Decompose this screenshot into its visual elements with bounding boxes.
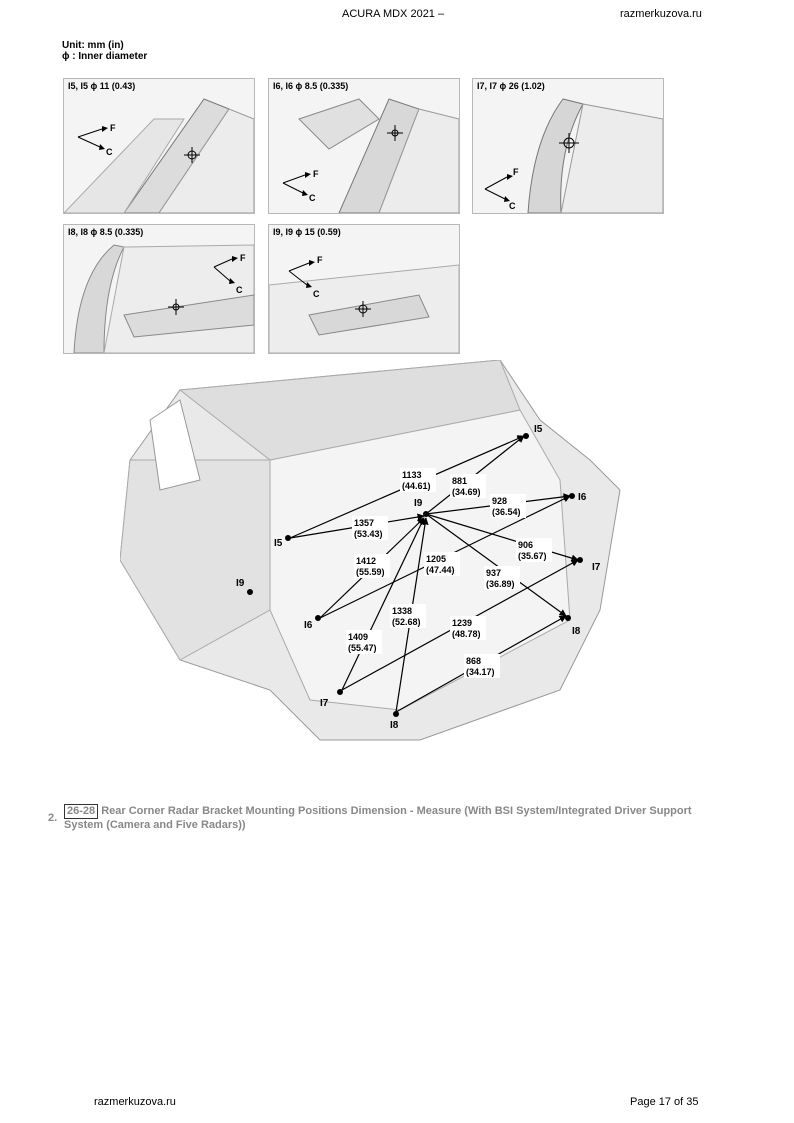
dimension-mm: 937: [486, 568, 502, 578]
point-label-i5-left: I5: [274, 538, 283, 549]
point-label-i6-left: I6: [304, 620, 313, 631]
dimension-mm: 1409: [348, 632, 369, 642]
dimension-in: (55.47): [348, 643, 377, 653]
dimension-in: (36.54): [492, 507, 521, 517]
diameter-legend: ϕ : Inner diameter: [62, 51, 148, 62]
detail-panel-i5: [63, 78, 255, 214]
step-code-link[interactable]: 26-28: [64, 804, 98, 819]
point-i5-left-marker: [285, 535, 291, 541]
step-number: 2.: [48, 812, 58, 824]
dimension-mm: 1338: [392, 606, 413, 616]
dimension-mm: 868: [466, 656, 482, 666]
panel-caption: I5, I5 ϕ 11 (0.43): [68, 81, 136, 91]
point-i5-marker: [523, 433, 529, 439]
dimension-in: (55.59): [356, 567, 385, 577]
axis-f-label: F: [240, 253, 246, 263]
dimension-mm: 1133: [402, 470, 422, 480]
point-i6-marker: [569, 493, 575, 499]
axis-f-label: F: [513, 167, 519, 177]
point-i7-marker: [577, 557, 583, 563]
point-i6-left-marker: [315, 615, 321, 621]
point-label-i6: I6: [578, 492, 587, 503]
panel-caption: I8, I8 ϕ 8.5 (0.335): [68, 227, 144, 237]
detail-panel-i6: [268, 78, 460, 214]
dimension-mm: 881: [452, 476, 468, 486]
point-label-i9-left: I9: [236, 578, 245, 589]
panel-caption: I6, I6 ϕ 8.5 (0.335): [273, 81, 349, 91]
dimension-in: (34.69): [452, 487, 481, 497]
header-site: razmerkuzova.ru: [620, 8, 702, 20]
point-label-i7-left: I7: [320, 698, 329, 709]
dimension-in: (44.61): [402, 481, 431, 491]
detail-illustration: [64, 79, 254, 213]
panel-caption: I7, I7 ϕ 26 (1.02): [477, 81, 545, 91]
dimension-in: (35.67): [518, 551, 547, 561]
detail-panel-i7: [472, 78, 664, 214]
axis-c-label: C: [313, 289, 320, 299]
axis-f-label: F: [110, 123, 116, 133]
dimension-mm: 1412: [356, 556, 377, 566]
point-label-i7: I7: [592, 562, 601, 573]
point-label-i5: I5: [534, 424, 543, 435]
detail-panel-i8: [63, 224, 255, 354]
axis-f-label: F: [317, 255, 323, 265]
detail-illustration: [473, 79, 663, 213]
dimension-in: (34.17): [466, 667, 495, 677]
point-i7-left-marker: [337, 689, 343, 695]
unit-legend: [62, 40, 147, 62]
dimension-mm: 1239: [452, 618, 473, 628]
unit-line: Unit: mm (in): [62, 40, 124, 51]
point-i9-marker: [423, 511, 429, 517]
dimension-mm: 1357: [354, 518, 375, 528]
panel-caption: I9, I9 ϕ 15 (0.59): [273, 227, 341, 237]
point-i8-left-marker: [393, 711, 399, 717]
step-title: Rear Corner Radar Bracket Mounting Positions Dimension - Measure (With BSI System/Integrated Driver Support System (Camera and Five Radars)): [64, 805, 692, 831]
rear-body-dimension-diagram: [120, 360, 640, 770]
point-label-i9: I9: [414, 498, 423, 509]
point-label-i8-left: I8: [390, 720, 399, 731]
page-number: Page 17 of 35: [630, 1096, 699, 1108]
dimension-in: (47.44): [426, 565, 455, 575]
axis-f-label: F: [313, 169, 319, 179]
detail-illustration: [64, 225, 254, 353]
axis-c-label: C: [309, 193, 316, 203]
axis-c-label: C: [106, 147, 113, 157]
dimension-mm: 928: [492, 496, 508, 506]
detail-illustration: [269, 79, 459, 213]
point-i9-left-marker: [247, 589, 253, 595]
detail-panel-i9: [268, 224, 460, 354]
dimension-mm: 906: [518, 540, 534, 550]
detail-illustration: [269, 225, 459, 353]
axis-c-label: C: [236, 285, 243, 295]
dimension-mm: 1205: [426, 554, 447, 564]
dimension-in: (48.78): [452, 629, 481, 639]
dimension-in: (52.68): [392, 617, 421, 627]
axis-c-label: C: [509, 201, 516, 211]
footer-site: razmerkuzova.ru: [94, 1096, 176, 1108]
dimension-in: (53.43): [354, 529, 383, 539]
point-label-i8: I8: [572, 626, 581, 637]
point-i8-marker: [565, 615, 571, 621]
dimension-in: (36.89): [486, 579, 515, 589]
document-title: ACURA MDX 2021 –: [342, 8, 445, 20]
